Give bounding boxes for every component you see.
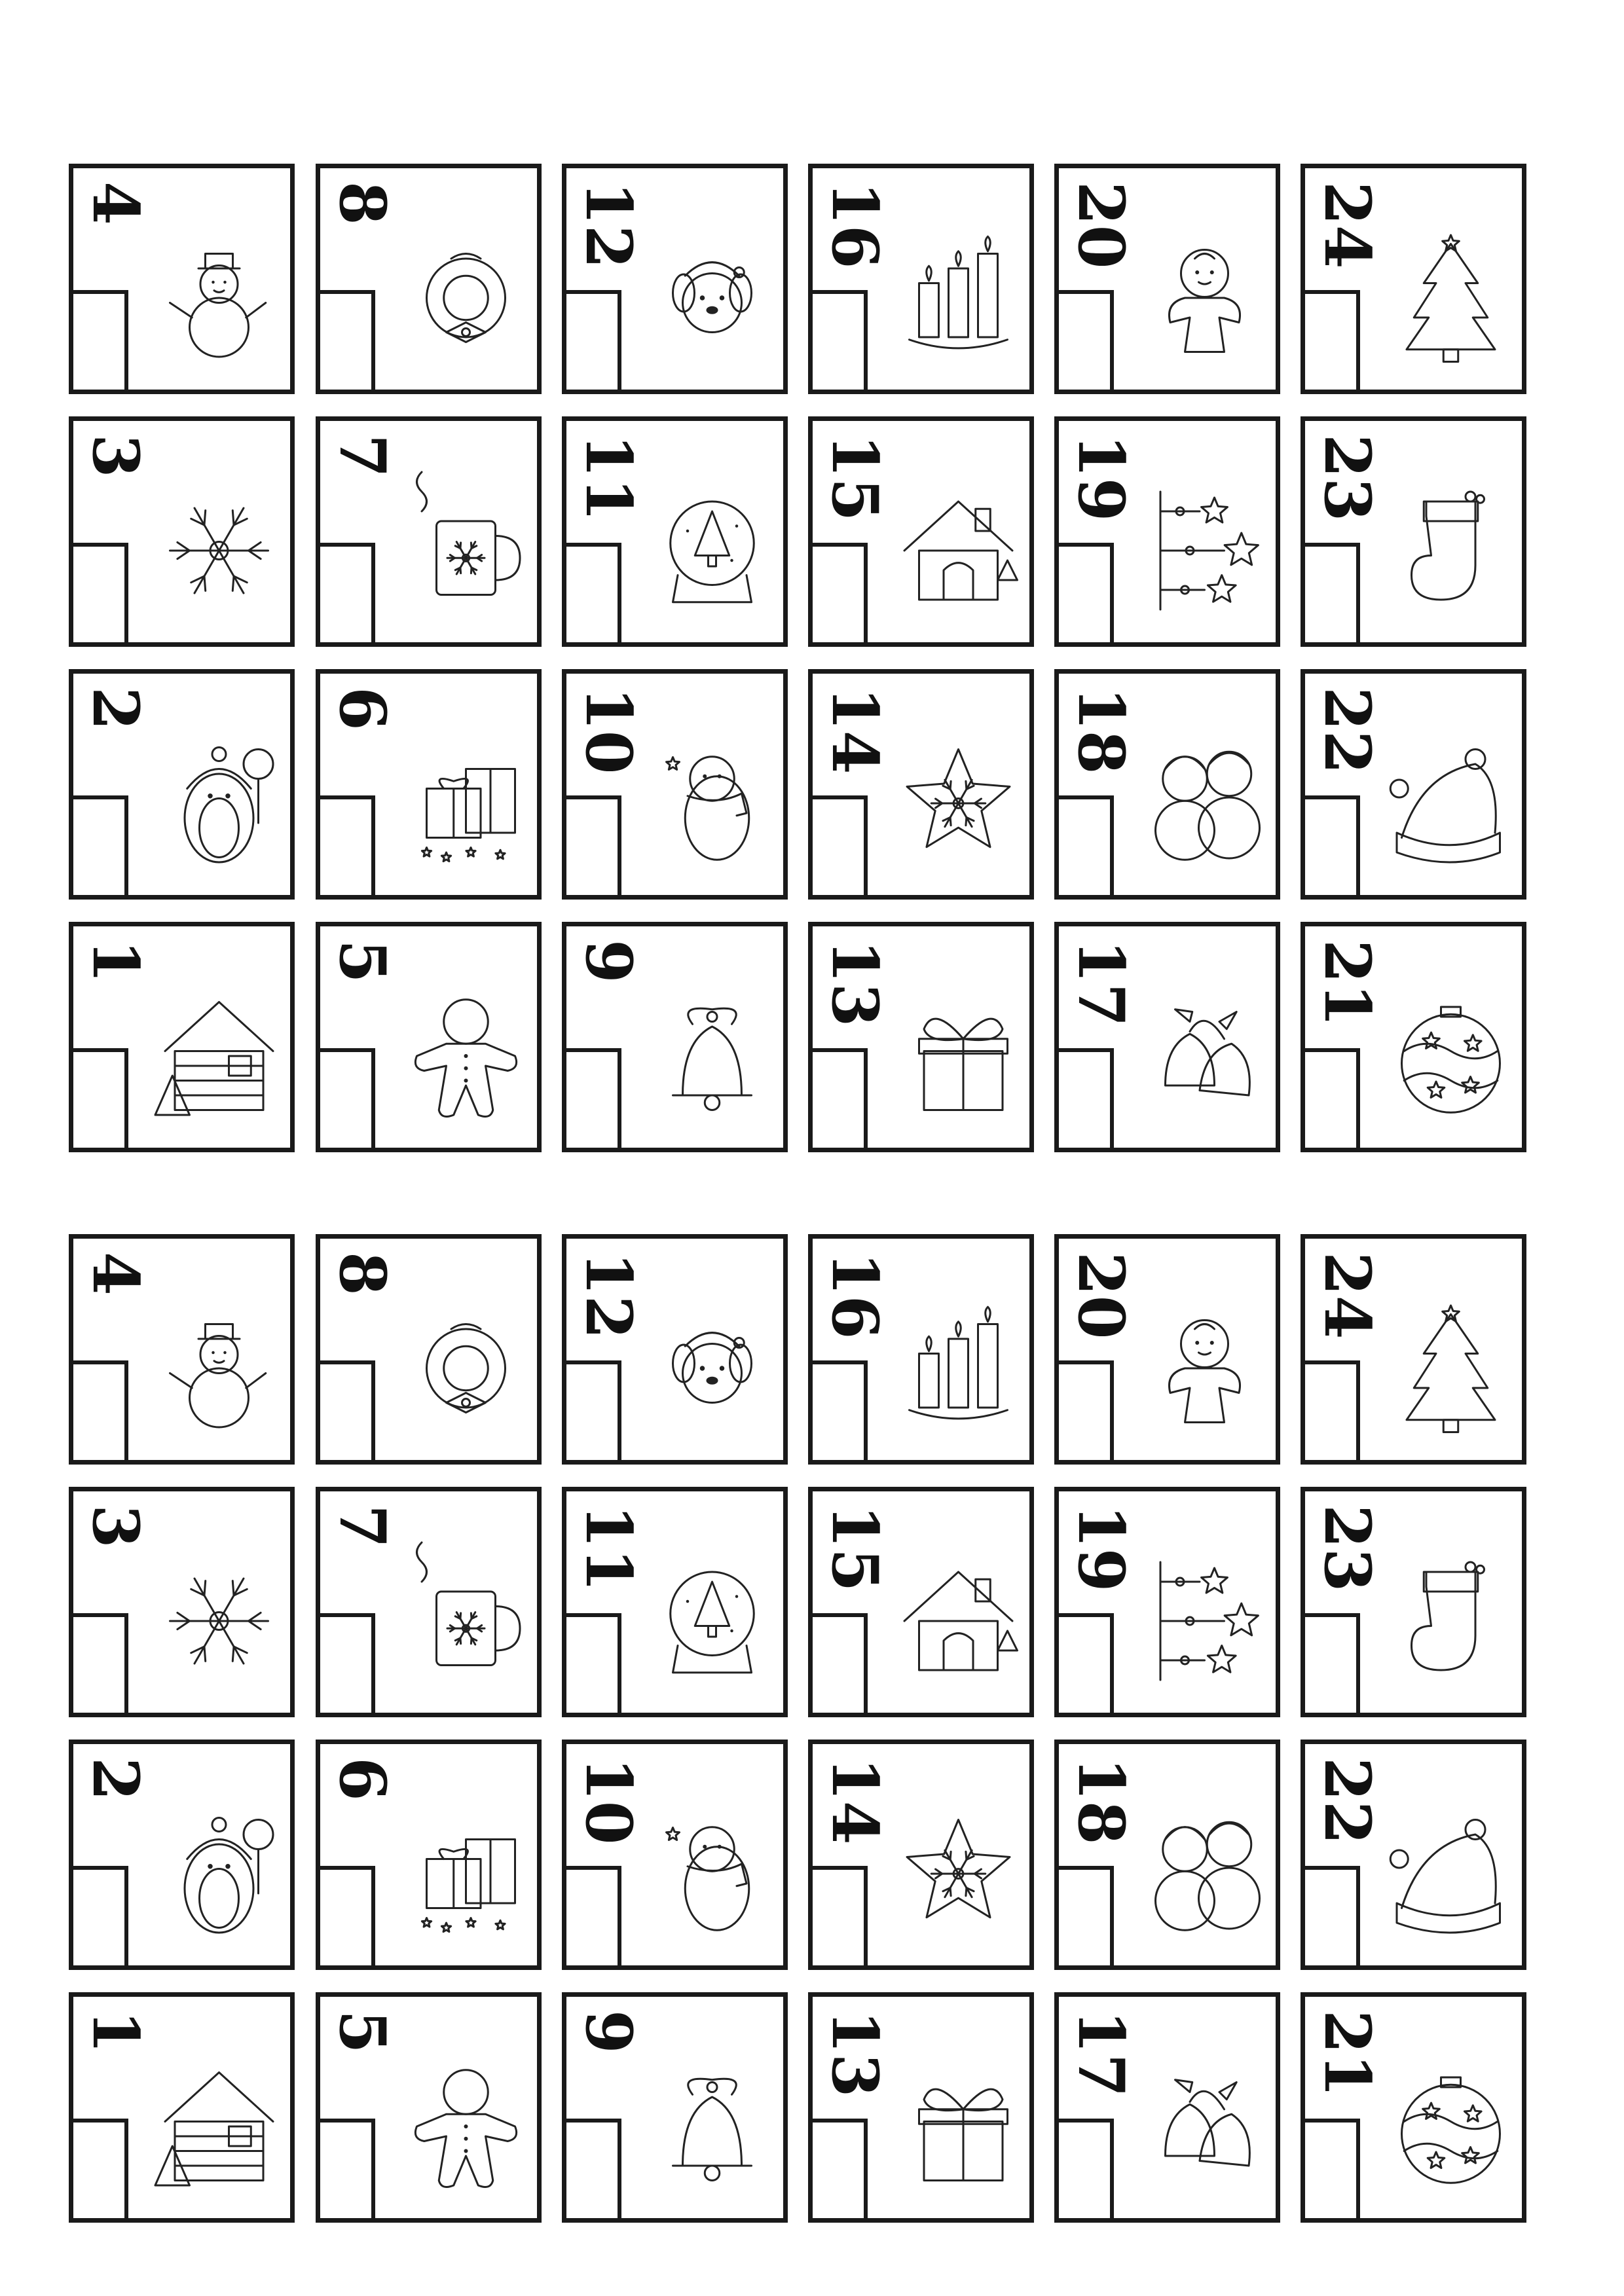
day-number: 15 <box>818 434 892 522</box>
advent-card-day-22 <box>1301 1740 1526 1970</box>
checkbox[interactable] <box>320 543 375 642</box>
day-number: 17 <box>1064 2010 1138 2098</box>
checkbox[interactable] <box>1305 1360 1360 1460</box>
day-number: 3 <box>79 1504 153 1548</box>
advent-card-day-10 <box>562 669 788 900</box>
snow-couple-icon <box>1131 1782 1278 1965</box>
snow-couple-icon <box>1131 712 1278 895</box>
day-number: 5 <box>325 939 399 983</box>
checkbox[interactable] <box>1059 1360 1114 1460</box>
day-number: 5 <box>325 2010 399 2054</box>
checkbox[interactable] <box>320 1866 375 1965</box>
checkbox[interactable] <box>320 1360 375 1460</box>
advent-card-day-3 <box>69 1487 295 1717</box>
day-number: 8 <box>325 181 399 225</box>
penguin-icon <box>145 712 293 895</box>
advent-card-day-14 <box>808 669 1034 900</box>
day-number: 6 <box>325 687 399 731</box>
day-number: 24 <box>1310 1252 1384 1339</box>
wreath-icon <box>392 206 540 390</box>
gift-box-icon <box>885 964 1032 1148</box>
advent-card-day-2 <box>69 1740 295 1970</box>
day-number: 11 <box>572 1504 646 1592</box>
checkbox[interactable] <box>73 1048 128 1148</box>
puppy-icon <box>638 1277 786 1460</box>
day-number: 14 <box>818 687 892 774</box>
day-number: 4 <box>79 181 153 225</box>
checkbox[interactable] <box>73 1613 128 1713</box>
christmas-tree-icon <box>1377 1277 1524 1460</box>
advent-card-day-11 <box>562 1487 788 1717</box>
bells-icon <box>1131 2035 1278 2218</box>
day-number: 18 <box>1064 1757 1138 1845</box>
day-number: 20 <box>1064 181 1138 269</box>
advent-card-day-13 <box>808 1992 1034 2223</box>
advent-card-day-10 <box>562 1740 788 1970</box>
day-number: 11 <box>572 434 646 522</box>
advent-card-day-15 <box>808 416 1034 647</box>
candles-icon <box>885 1277 1032 1460</box>
checkbox[interactable] <box>566 1613 621 1713</box>
advent-card-day-12 <box>562 164 788 394</box>
advent-card-day-9 <box>562 1992 788 2223</box>
day-number: 2 <box>79 687 153 731</box>
checkbox[interactable] <box>813 543 868 642</box>
advent-card-day-5 <box>316 1992 542 2223</box>
checkbox[interactable] <box>813 795 868 895</box>
day-number: 10 <box>572 687 646 774</box>
advent-card-day-20 <box>1054 164 1280 394</box>
bell-icon <box>638 964 786 1148</box>
checkbox[interactable] <box>1059 290 1114 390</box>
day-number: 10 <box>572 1757 646 1845</box>
snowflake-icon <box>145 459 293 642</box>
checkbox[interactable] <box>320 2119 375 2218</box>
advent-card-day-4 <box>69 164 295 394</box>
advent-card-day-24 <box>1301 164 1526 394</box>
checkbox[interactable] <box>813 1866 868 1965</box>
gingerbread-girl-icon <box>1131 1277 1278 1460</box>
stocking-icon <box>1377 1529 1524 1713</box>
day-number: 9 <box>572 2010 646 2054</box>
penguin-scarf-icon <box>638 712 786 895</box>
checkbox[interactable] <box>1305 290 1360 390</box>
checkbox[interactable] <box>566 543 621 642</box>
day-number: 21 <box>1310 2010 1384 2098</box>
advent-card-day-24 <box>1301 1234 1526 1465</box>
advent-card-day-11 <box>562 416 788 647</box>
checkbox[interactable] <box>1305 1048 1360 1148</box>
day-number: 1 <box>79 939 153 983</box>
hanging-stars-icon <box>1131 459 1278 642</box>
checkbox[interactable] <box>1059 1048 1114 1148</box>
day-number: 6 <box>325 1757 399 1801</box>
day-number: 14 <box>818 1757 892 1845</box>
gingerbread-man-icon <box>392 964 540 1148</box>
day-number: 15 <box>818 1504 892 1592</box>
advent-card-day-18 <box>1054 669 1280 900</box>
checkbox[interactable] <box>1305 795 1360 895</box>
checkbox[interactable] <box>73 1866 128 1965</box>
house-icon <box>885 459 1032 642</box>
day-number: 7 <box>325 434 399 478</box>
day-number: 16 <box>818 1252 892 1339</box>
advent-card-day-17 <box>1054 1992 1280 2223</box>
day-number: 20 <box>1064 1252 1138 1339</box>
advent-card-day-7 <box>316 1487 542 1717</box>
advent-card-day-6 <box>316 1740 542 1970</box>
advent-card-day-21 <box>1301 1992 1526 2223</box>
house-icon <box>885 1529 1032 1713</box>
advent-card-day-19 <box>1054 416 1280 647</box>
day-number: 23 <box>1310 1504 1384 1592</box>
checkbox[interactable] <box>813 2119 868 2218</box>
day-number: 17 <box>1064 939 1138 1027</box>
ornament-icon <box>1377 964 1524 1148</box>
day-number: 4 <box>79 1252 153 1296</box>
santa-hat-icon <box>1377 1782 1524 1965</box>
snowflake-icon <box>145 1529 293 1713</box>
advent-card-day-9 <box>562 922 788 1152</box>
advent-card-day-5 <box>316 922 542 1152</box>
checkbox[interactable] <box>73 2119 128 2218</box>
snow-globe-icon <box>638 459 786 642</box>
checkbox[interactable] <box>566 1360 621 1460</box>
cabin-icon <box>145 964 293 1148</box>
checkbox[interactable] <box>566 1048 621 1148</box>
day-number: 24 <box>1310 181 1384 269</box>
day-number: 13 <box>818 2010 892 2098</box>
christmas-tree-icon <box>1377 206 1524 390</box>
advent-card-day-3 <box>69 416 295 647</box>
checkbox[interactable] <box>1059 1866 1114 1965</box>
advent-card-day-7 <box>316 416 542 647</box>
day-number: 22 <box>1310 1757 1384 1845</box>
advent-card-day-19 <box>1054 1487 1280 1717</box>
checkbox[interactable] <box>73 795 128 895</box>
checkbox[interactable] <box>320 290 375 390</box>
presents-icon <box>392 1782 540 1965</box>
advent-card-day-17 <box>1054 922 1280 1152</box>
checkbox[interactable] <box>73 1360 128 1460</box>
day-number: 19 <box>1064 1504 1138 1592</box>
advent-card-day-23 <box>1301 1487 1526 1717</box>
checkbox[interactable] <box>1305 1866 1360 1965</box>
wreath-icon <box>392 1277 540 1460</box>
day-number: 13 <box>818 939 892 1027</box>
day-number: 9 <box>572 939 646 983</box>
checkbox[interactable] <box>1059 543 1114 642</box>
checkbox[interactable] <box>1059 1613 1114 1713</box>
checkbox[interactable] <box>566 290 621 390</box>
advent-card-day-20 <box>1054 1234 1280 1465</box>
day-number: 23 <box>1310 434 1384 522</box>
checkbox[interactable] <box>813 1613 868 1713</box>
checkbox[interactable] <box>1305 543 1360 642</box>
checkbox[interactable] <box>813 1048 868 1148</box>
day-number: 2 <box>79 1757 153 1801</box>
day-number: 12 <box>572 1252 646 1339</box>
day-number: 12 <box>572 181 646 269</box>
checkbox[interactable] <box>813 290 868 390</box>
day-number: 18 <box>1064 687 1138 774</box>
mug-icon <box>392 1529 540 1713</box>
advent-card-day-14 <box>808 1740 1034 1970</box>
snowman-icon <box>145 206 293 390</box>
snowflake-star-icon <box>885 1782 1032 1965</box>
advent-card-day-21 <box>1301 922 1526 1152</box>
advent-card-day-2 <box>69 669 295 900</box>
day-number: 19 <box>1064 434 1138 522</box>
advent-card-day-23 <box>1301 416 1526 647</box>
checkbox[interactable] <box>73 290 128 390</box>
puppy-icon <box>638 206 786 390</box>
gingerbread-girl-icon <box>1131 206 1278 390</box>
day-number: 1 <box>79 2010 153 2054</box>
checkbox[interactable] <box>1305 1613 1360 1713</box>
stocking-icon <box>1377 459 1524 642</box>
presents-icon <box>392 712 540 895</box>
checkbox[interactable] <box>566 795 621 895</box>
bell-icon <box>638 2035 786 2218</box>
day-number: 8 <box>325 1252 399 1296</box>
candles-icon <box>885 206 1032 390</box>
advent-card-day-13 <box>808 922 1034 1152</box>
checkbox[interactable] <box>566 2119 621 2218</box>
checkbox[interactable] <box>320 1048 375 1148</box>
ornament-icon <box>1377 2035 1524 2218</box>
advent-card-day-22 <box>1301 669 1526 900</box>
advent-card-day-16 <box>808 164 1034 394</box>
advent-card-day-12 <box>562 1234 788 1465</box>
checkbox[interactable] <box>1059 795 1114 895</box>
checkbox[interactable] <box>320 795 375 895</box>
gift-box-icon <box>885 2035 1032 2218</box>
advent-card-day-15 <box>808 1487 1034 1717</box>
gingerbread-man-icon <box>392 2035 540 2218</box>
santa-hat-icon <box>1377 712 1524 895</box>
cabin-icon <box>145 2035 293 2218</box>
hanging-stars-icon <box>1131 1529 1278 1713</box>
day-number: 3 <box>79 434 153 478</box>
advent-card-day-4 <box>69 1234 295 1465</box>
day-number: 21 <box>1310 939 1384 1027</box>
mug-icon <box>392 459 540 642</box>
advent-card-day-18 <box>1054 1740 1280 1970</box>
advent-card-day-6 <box>316 669 542 900</box>
advent-card-day-16 <box>808 1234 1034 1465</box>
day-number: 22 <box>1310 687 1384 774</box>
advent-card-day-1 <box>69 1992 295 2223</box>
day-number: 16 <box>818 181 892 269</box>
advent-card-day-8 <box>316 1234 542 1465</box>
checkbox[interactable] <box>320 1613 375 1713</box>
snowflake-star-icon <box>885 712 1032 895</box>
day-number: 7 <box>325 1504 399 1548</box>
snowman-icon <box>145 1277 293 1460</box>
advent-card-day-8 <box>316 164 542 394</box>
advent-card-day-1 <box>69 922 295 1152</box>
checkbox[interactable] <box>1059 2119 1114 2218</box>
checkbox[interactable] <box>1305 2119 1360 2218</box>
snow-globe-icon <box>638 1529 786 1713</box>
penguin-icon <box>145 1782 293 1965</box>
checkbox[interactable] <box>73 543 128 642</box>
checkbox[interactable] <box>813 1360 868 1460</box>
bells-icon <box>1131 964 1278 1148</box>
checkbox[interactable] <box>566 1866 621 1965</box>
penguin-scarf-icon <box>638 1782 786 1965</box>
